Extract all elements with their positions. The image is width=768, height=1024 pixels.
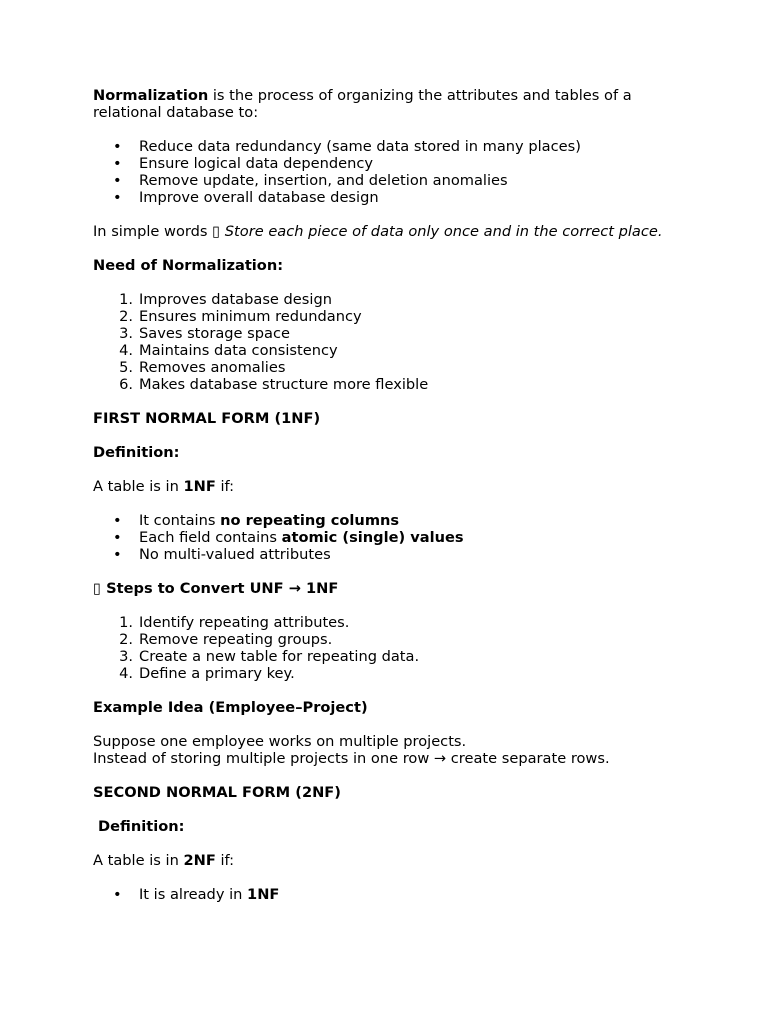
nf1-heading: FIRST NORMAL FORM (1NF) xyxy=(93,410,321,427)
nf2-heading: SECOND NORMAL FORM (2NF) xyxy=(93,784,341,801)
intro-text: is the process of organizing the attributes and tables of a relational database to: xyxy=(93,87,632,121)
simple-words-paragraph xyxy=(93,223,693,240)
list-item: 3. Create a new table for repeating data. xyxy=(119,648,420,665)
list-item: • Ensure logical data dependency xyxy=(93,155,693,172)
list-item: 5. Removes anomalies xyxy=(119,359,286,376)
list-item: • It is already in 1NF xyxy=(93,886,693,903)
goals-list xyxy=(93,138,693,206)
nf1-steps-list xyxy=(93,614,693,682)
intro-term: Normalization xyxy=(93,87,209,104)
list-item: • Reduce data redundancy (same data stored in many places) xyxy=(93,138,693,155)
list-item: 6. Makes database structure more flexible xyxy=(119,376,429,393)
list-item: 2. Ensures minimum redundancy xyxy=(119,308,362,325)
list-item: • Each field contains atomic (single) values xyxy=(93,529,693,546)
nf1-definition: A table is in 1NF if: xyxy=(93,478,235,495)
list-item: • Improve overall database design xyxy=(93,189,693,206)
document-body xyxy=(93,87,693,903)
list-item: • No multi-valued attributes xyxy=(93,546,693,563)
nf1-example-line: Suppose one employee works on multiple projects. xyxy=(93,733,467,750)
need-heading: Need of Normalization: xyxy=(93,257,284,274)
simple-text: Store each piece of data only once and in the correct place. xyxy=(224,223,663,240)
list-item: 2. Remove repeating groups. xyxy=(119,631,333,648)
simple-prefix: In simple words xyxy=(93,223,213,240)
list-item: 4. Maintains data consistency xyxy=(119,342,338,359)
nf1-definition-heading: Definition: xyxy=(93,444,180,461)
missing-glyph-icon: ▯ xyxy=(93,580,102,597)
missing-glyph-icon: ▯ xyxy=(212,223,221,240)
nf1-steps-heading: ▯ Steps to Convert UNF → 1NF xyxy=(93,580,339,597)
intro-paragraph xyxy=(93,87,693,121)
list-item: • It contains no repeating columns xyxy=(93,512,693,529)
nf1-example-heading: Example Idea (Employee–Project) xyxy=(93,699,368,716)
nf1-rules-list xyxy=(93,512,693,563)
nf2-definition: A table is in 2NF if: xyxy=(93,852,235,869)
nf1-example-line: Instead of storing multiple projects in one row → create separate rows. xyxy=(93,750,610,767)
list-item: 1. Identify repeating attributes. xyxy=(119,614,350,631)
list-item: 1. Improves database design xyxy=(119,291,332,308)
nf2-rules-list xyxy=(93,886,693,903)
list-item: 3. Saves storage space xyxy=(119,325,290,342)
list-item: • Remove update, insertion, and deletion anomalies xyxy=(93,172,693,189)
need-list xyxy=(93,291,693,393)
list-item: 4. Define a primary key. xyxy=(119,665,295,682)
nf2-definition-heading: Definition: xyxy=(98,818,185,835)
